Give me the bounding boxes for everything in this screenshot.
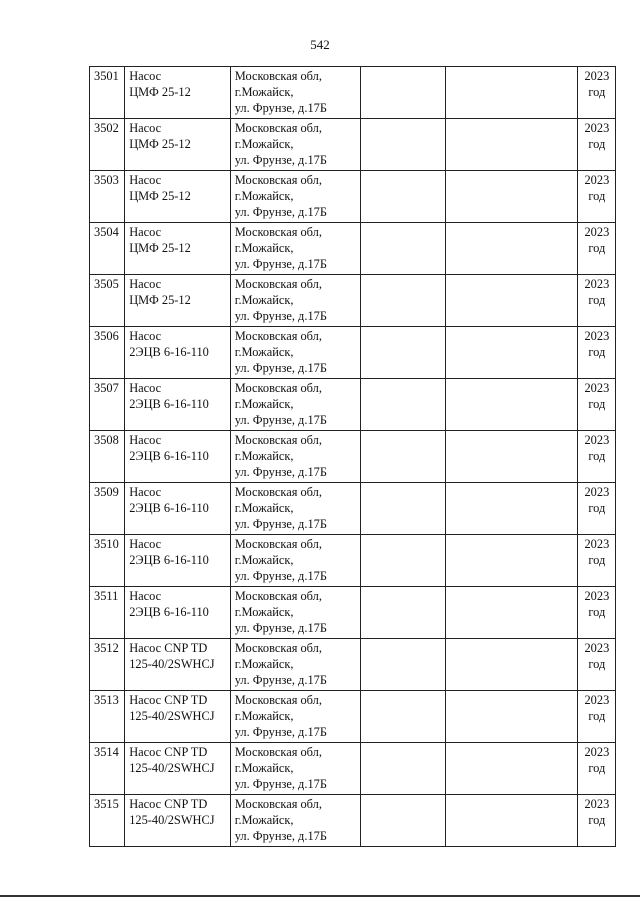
address-cell — [230, 431, 360, 483]
table-row — [90, 691, 616, 743]
empty-cell — [360, 275, 445, 327]
empty-cell — [360, 327, 445, 379]
empty-cell — [446, 327, 578, 379]
table-row — [90, 483, 616, 535]
table-row — [90, 431, 616, 483]
empty-cell — [446, 171, 578, 223]
row-number: 3513 — [94, 693, 119, 707]
equipment-name-cell — [125, 691, 231, 743]
row-number-cell — [90, 171, 125, 223]
year-line: 2023 — [584, 381, 610, 395]
address-line: Московская обл, — [234, 69, 322, 83]
empty-cell — [446, 743, 578, 795]
address-line: Московская обл, — [234, 797, 322, 811]
year-line: 2023 — [584, 225, 610, 239]
empty-cell — [446, 119, 578, 171]
empty-cell — [360, 67, 445, 119]
row-number: 3511 — [94, 589, 119, 603]
year-cell — [577, 223, 615, 275]
empty-cell — [446, 67, 578, 119]
address-line: ул. Фрунзе, д.17Б — [234, 361, 327, 375]
address-cell — [230, 795, 360, 847]
year-cell — [577, 483, 615, 535]
row-number-cell — [90, 275, 125, 327]
row-number: 3501 — [94, 69, 119, 83]
row-number: 3506 — [94, 329, 119, 343]
address-line: Московская обл, — [234, 485, 322, 499]
year-cell — [577, 67, 615, 119]
equipment-name-cell — [125, 67, 231, 119]
equipment-name-line: Насос CNP TD — [129, 693, 208, 707]
year-line: год — [588, 813, 606, 827]
year-line: 2023 — [584, 69, 610, 83]
row-number-cell — [90, 483, 125, 535]
year-line: 2023 — [584, 433, 610, 447]
address-cell — [230, 275, 360, 327]
year-line: год — [588, 709, 606, 723]
table-row — [90, 379, 616, 431]
address-line: Московская обл, — [234, 537, 322, 551]
equipment-name-line: ЦМФ 25-12 — [129, 137, 191, 151]
address-cell — [230, 483, 360, 535]
equipment-name-cell — [125, 223, 231, 275]
year-cell — [577, 743, 615, 795]
equipment-name-line: 2ЭЦВ 6-16-110 — [129, 501, 209, 515]
year-cell — [577, 691, 615, 743]
year-line: 2023 — [584, 797, 610, 811]
row-number: 3515 — [94, 797, 119, 811]
equipment-name-cell — [125, 639, 231, 691]
address-line: ул. Фрунзе, д.17Б — [234, 569, 327, 583]
equipment-name-line: 125-40/2SWHCJ — [129, 761, 215, 775]
equipment-name-cell — [125, 795, 231, 847]
address-line: г.Можайск, — [234, 293, 294, 307]
empty-cell — [446, 639, 578, 691]
year-line: 2023 — [584, 641, 610, 655]
address-line: ул. Фрунзе, д.17Б — [234, 153, 327, 167]
year-line: год — [588, 189, 606, 203]
empty-cell — [446, 483, 578, 535]
address-line: ул. Фрунзе, д.17Б — [234, 465, 327, 479]
equipment-name-line: ЦМФ 25-12 — [129, 241, 191, 255]
address-line: Московская обл, — [234, 225, 322, 239]
address-line: г.Можайск, — [234, 189, 294, 203]
address-line: г.Можайск, — [234, 813, 294, 827]
row-number: 3505 — [94, 277, 119, 291]
empty-cell — [446, 691, 578, 743]
address-line: Московская обл, — [234, 693, 322, 707]
address-line: ул. Фрунзе, д.17Б — [234, 621, 327, 635]
year-cell — [577, 275, 615, 327]
address-cell — [230, 743, 360, 795]
empty-cell — [446, 223, 578, 275]
equipment-name-line: Насос — [129, 433, 162, 447]
address-cell — [230, 67, 360, 119]
row-number: 3502 — [94, 121, 119, 135]
equipment-name-line: Насос — [129, 121, 162, 135]
year-line: 2023 — [584, 329, 610, 343]
year-cell — [577, 639, 615, 691]
table-row — [90, 639, 616, 691]
empty-cell — [446, 535, 578, 587]
equipment-name-cell — [125, 275, 231, 327]
address-line: ул. Фрунзе, д.17Б — [234, 309, 327, 323]
empty-cell — [360, 691, 445, 743]
address-line: Московская обл, — [234, 121, 322, 135]
empty-cell — [446, 431, 578, 483]
equipment-name-cell — [125, 171, 231, 223]
empty-cell — [360, 223, 445, 275]
year-cell — [577, 171, 615, 223]
row-number-cell — [90, 431, 125, 483]
equipment-name-cell — [125, 379, 231, 431]
table-row — [90, 67, 616, 119]
equipment-name-line: Насос — [129, 381, 162, 395]
year-line: 2023 — [584, 537, 610, 551]
row-number-cell — [90, 743, 125, 795]
year-line: год — [588, 605, 606, 619]
page-bottom-rule — [0, 895, 640, 897]
equipment-name-line: Насос — [129, 537, 162, 551]
address-line: г.Можайск, — [234, 501, 294, 515]
year-cell — [577, 587, 615, 639]
year-line: год — [588, 345, 606, 359]
equipment-name-line: 2ЭЦВ 6-16-110 — [129, 397, 209, 411]
equipment-name-cell — [125, 483, 231, 535]
address-cell — [230, 691, 360, 743]
address-line: г.Можайск, — [234, 605, 294, 619]
year-cell — [577, 379, 615, 431]
row-number-cell — [90, 587, 125, 639]
year-line: год — [588, 85, 606, 99]
address-line: г.Можайск, — [234, 709, 294, 723]
row-number-cell — [90, 379, 125, 431]
row-number-cell — [90, 691, 125, 743]
equipment-name-cell — [125, 119, 231, 171]
address-line: Московская обл, — [234, 641, 322, 655]
year-line: 2023 — [584, 121, 610, 135]
empty-cell — [360, 431, 445, 483]
empty-cell — [446, 275, 578, 327]
row-number-cell — [90, 119, 125, 171]
equipment-name-cell — [125, 535, 231, 587]
equipment-name-line: Насос — [129, 173, 162, 187]
row-number-cell — [90, 535, 125, 587]
row-number: 3504 — [94, 225, 119, 239]
row-number: 3509 — [94, 485, 119, 499]
empty-cell — [446, 379, 578, 431]
address-cell — [230, 379, 360, 431]
equipment-name-line: ЦМФ 25-12 — [129, 293, 191, 307]
year-cell — [577, 327, 615, 379]
year-line: год — [588, 137, 606, 151]
table-row — [90, 743, 616, 795]
equipment-name-cell — [125, 587, 231, 639]
empty-cell — [360, 379, 445, 431]
year-line: год — [588, 293, 606, 307]
address-line: Московская обл, — [234, 433, 322, 447]
row-number-cell — [90, 67, 125, 119]
address-line: г.Можайск, — [234, 449, 294, 463]
equipment-name-line: Насос CNP TD — [129, 745, 208, 759]
year-line: 2023 — [584, 745, 610, 759]
row-number: 3503 — [94, 173, 119, 187]
address-line: ул. Фрунзе, д.17Б — [234, 777, 327, 791]
address-line: г.Можайск, — [234, 137, 294, 151]
address-line: ул. Фрунзе, д.17Б — [234, 725, 327, 739]
address-line: Московская обл, — [234, 173, 322, 187]
year-line: год — [588, 397, 606, 411]
equipment-name-cell — [125, 431, 231, 483]
page-number: 542 — [310, 37, 330, 52]
equipment-name-line: 2ЭЦВ 6-16-110 — [129, 449, 209, 463]
equipment-name-line: 2ЭЦВ 6-16-110 — [129, 345, 209, 359]
registry-table-body — [90, 67, 616, 847]
address-line: ул. Фрунзе, д.17Б — [234, 413, 327, 427]
equipment-name-line: Насос CNP TD — [129, 797, 208, 811]
registry-table — [89, 66, 616, 847]
address-line: г.Можайск, — [234, 657, 294, 671]
year-line: 2023 — [584, 173, 610, 187]
row-number: 3508 — [94, 433, 119, 447]
address-line: Московская обл, — [234, 329, 322, 343]
empty-cell — [446, 795, 578, 847]
equipment-name-line: Насос — [129, 225, 162, 239]
empty-cell — [360, 587, 445, 639]
empty-cell — [360, 483, 445, 535]
year-cell — [577, 431, 615, 483]
address-line: Московская обл, — [234, 381, 322, 395]
year-line: год — [588, 241, 606, 255]
year-line: год — [588, 657, 606, 671]
row-number: 3507 — [94, 381, 119, 395]
table-row — [90, 171, 616, 223]
table-row — [90, 275, 616, 327]
row-number-cell — [90, 795, 125, 847]
address-cell — [230, 223, 360, 275]
address-line: г.Можайск, — [234, 761, 294, 775]
address-line: Московская обл, — [234, 277, 322, 291]
equipment-name-line: ЦМФ 25-12 — [129, 85, 191, 99]
address-cell — [230, 119, 360, 171]
table-row — [90, 223, 616, 275]
address-cell — [230, 587, 360, 639]
equipment-name-line: Насос — [129, 277, 162, 291]
equipment-name-cell — [125, 327, 231, 379]
equipment-name-line: 125-40/2SWHCJ — [129, 813, 215, 827]
address-line: ул. Фрунзе, д.17Б — [234, 673, 327, 687]
equipment-name-cell — [125, 743, 231, 795]
table-row — [90, 119, 616, 171]
year-line: год — [588, 449, 606, 463]
year-cell — [577, 119, 615, 171]
equipment-name-line: Насос — [129, 589, 162, 603]
address-line: ул. Фрунзе, д.17Б — [234, 101, 327, 115]
address-cell — [230, 171, 360, 223]
equipment-name-line: Насос — [129, 329, 162, 343]
equipment-name-line: 125-40/2SWHCJ — [129, 657, 215, 671]
table-row — [90, 587, 616, 639]
address-line: Московская обл, — [234, 589, 322, 603]
row-number: 3510 — [94, 537, 119, 551]
address-line: ул. Фрунзе, д.17Б — [234, 257, 327, 271]
equipment-name-line: Насос — [129, 485, 162, 499]
address-cell — [230, 535, 360, 587]
year-line: год — [588, 761, 606, 775]
address-line: г.Можайск, — [234, 85, 294, 99]
year-line: 2023 — [584, 485, 610, 499]
year-line: 2023 — [584, 693, 610, 707]
empty-cell — [360, 795, 445, 847]
year-line: 2023 — [584, 277, 610, 291]
year-cell — [577, 535, 615, 587]
empty-cell — [360, 171, 445, 223]
equipment-name-line: Насос CNP TD — [129, 641, 208, 655]
table-row — [90, 327, 616, 379]
address-cell — [230, 327, 360, 379]
year-line: год — [588, 501, 606, 515]
table-row — [90, 795, 616, 847]
year-cell — [577, 795, 615, 847]
address-line: г.Можайск, — [234, 397, 294, 411]
address-line: ул. Фрунзе, д.17Б — [234, 829, 327, 843]
empty-cell — [360, 119, 445, 171]
equipment-name-line: 125-40/2SWHCJ — [129, 709, 215, 723]
equipment-name-line: 2ЭЦВ 6-16-110 — [129, 553, 209, 567]
address-line: г.Можайск, — [234, 345, 294, 359]
row-number-cell — [90, 639, 125, 691]
row-number-cell — [90, 223, 125, 275]
empty-cell — [446, 587, 578, 639]
row-number: 3514 — [94, 745, 119, 759]
table-row — [90, 535, 616, 587]
address-line: ул. Фрунзе, д.17Б — [234, 205, 327, 219]
year-line: 2023 — [584, 589, 610, 603]
empty-cell — [360, 639, 445, 691]
row-number: 3512 — [94, 641, 119, 655]
address-line: г.Можайск, — [234, 553, 294, 567]
equipment-name-line: Насос — [129, 69, 162, 83]
equipment-name-line: 2ЭЦВ 6-16-110 — [129, 605, 209, 619]
empty-cell — [360, 535, 445, 587]
empty-cell — [360, 743, 445, 795]
row-number-cell — [90, 327, 125, 379]
address-line: г.Можайск, — [234, 241, 294, 255]
address-cell — [230, 639, 360, 691]
address-line: ул. Фрунзе, д.17Б — [234, 517, 327, 531]
equipment-name-line: ЦМФ 25-12 — [129, 189, 191, 203]
address-line: Московская обл, — [234, 745, 322, 759]
year-line: год — [588, 553, 606, 567]
